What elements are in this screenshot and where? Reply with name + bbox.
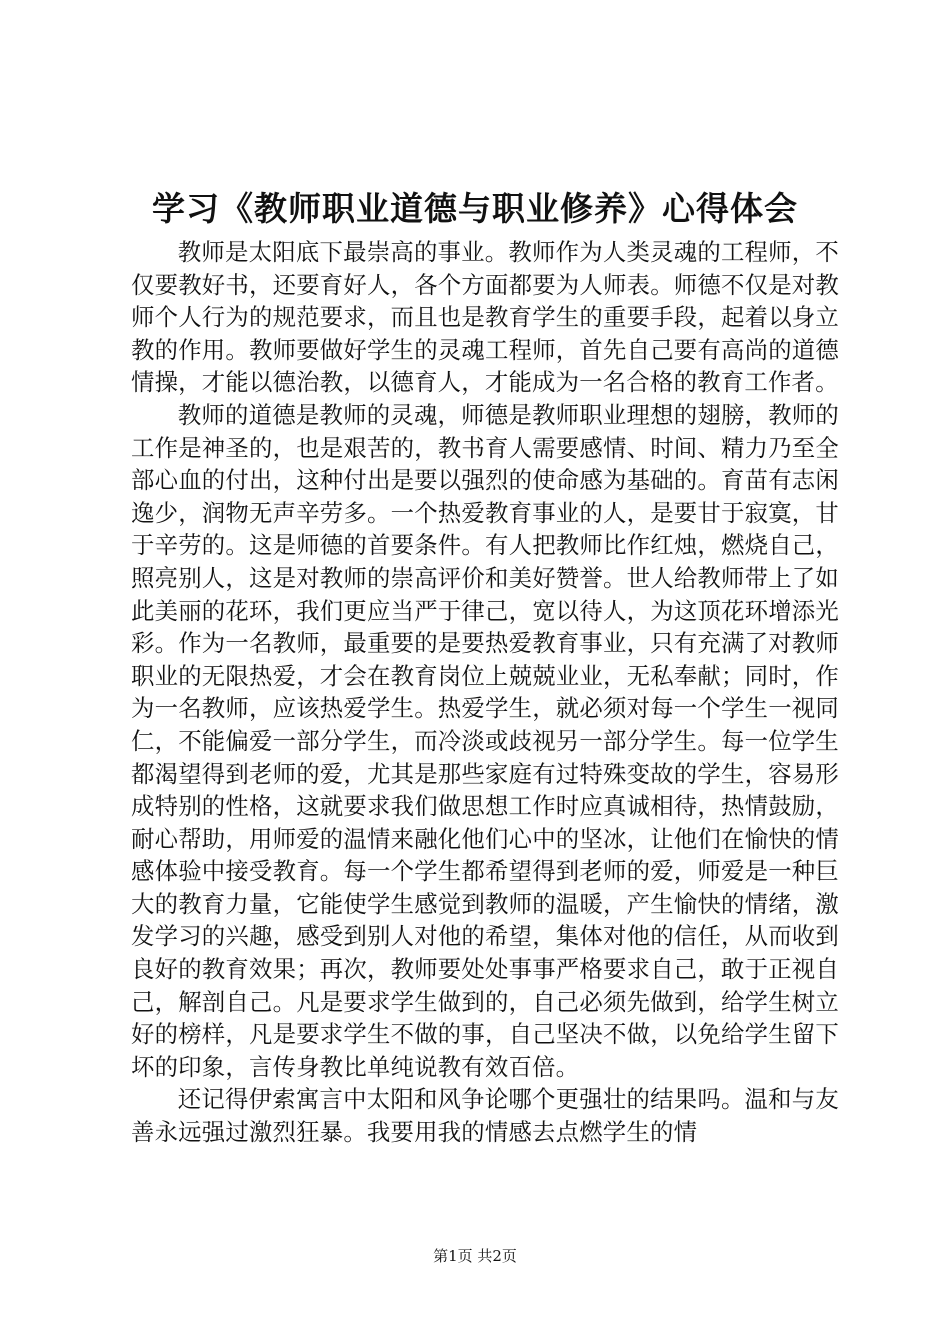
document-body xyxy=(131,236,839,1149)
paragraph-3: 还记得伊索寓言中太阳和风争论哪个更强壮的结果吗。温和与友善永远强过激烈狂暴。我要用我的情感去点燃学生的情 xyxy=(131,1085,839,1147)
paragraph-2: 教师的道德是教师的灵魂，师德是教师职业理想的翅膀，教师的工作是神圣的，也是艰苦的，教书育人需要感情、时间、精力乃至全部心血的付出，这种付出是要以强烈的使命感为基础的。育苗有志闲逸少，润物无声辛劳多。一个热爱教育事业的人，是要甘于寂寞，甘于辛劳的。这是师德的首要条件。有人把教师比作红烛，燃烧自己，照亮别人，这是对教师的崇高评价和美好赞誉。世人给教师带上了如此美丽的花环，我们更应当严于律己，宽以待人，为这顶花环增添光彩。作为一名教师，最重要的是要热爱教育事业，只有充满了对教师职业的无限热爱，才会在教育岗位上兢兢业业，无私奉献；同时，作为一名教师，应该热爱学生。热爱学生，就必须对每一个学生一视同仁，不能偏爱一部分学生，而冷淡或歧视另一部分学生。每一位学生都渴望得到老师的爱，尤其是那些家庭有过特殊变故的学生，容易形成特别的性格，这就要求我们做思想工作时应真诚相待，热情鼓励，耐心帮助，用师爱的温情来融化他们心中的坚冰，让他们在愉快的情感体验中接受教育。每一个学生都希望得到老师的爱，师爱是一种巨大的教育力量，它能使学生感觉到教师的温暖，产生愉快的情绪，激发学习的兴趣，感受到别人对他的希望，集体对他的信任，从而收到良好的教育效果；再次，教师要处处事事严格要求自己，敢于正视自己，解剖自己。凡是要求学生做到的，自己必须先做到，给学生树立好的榜样，凡是要求学生不做的事，自己坚决不做，以免给学生留下坏的印象，言传身教比单纯说教有效百倍。 xyxy=(131,400,839,1081)
document-title: 学习《教师职业道德与职业修养》心得体会 xyxy=(152,189,798,228)
page-number-footer: 第1页 共2页 xyxy=(433,1247,517,1265)
paragraph-1: 教师是太阳底下最崇高的事业。教师作为人类灵魂的工程师，不仅要教好书，还要育好人，各个方面都要为人师表。师德不仅是对教师个人行为的规范要求，而且也是教育学生的重要手段，起着以身立教的作用。教师要做好学生的灵魂工程师，首先自己要有高尚的道德情操，才能以德治教，以德育人，才能成为一名合格的教育工作者。 xyxy=(131,238,839,397)
